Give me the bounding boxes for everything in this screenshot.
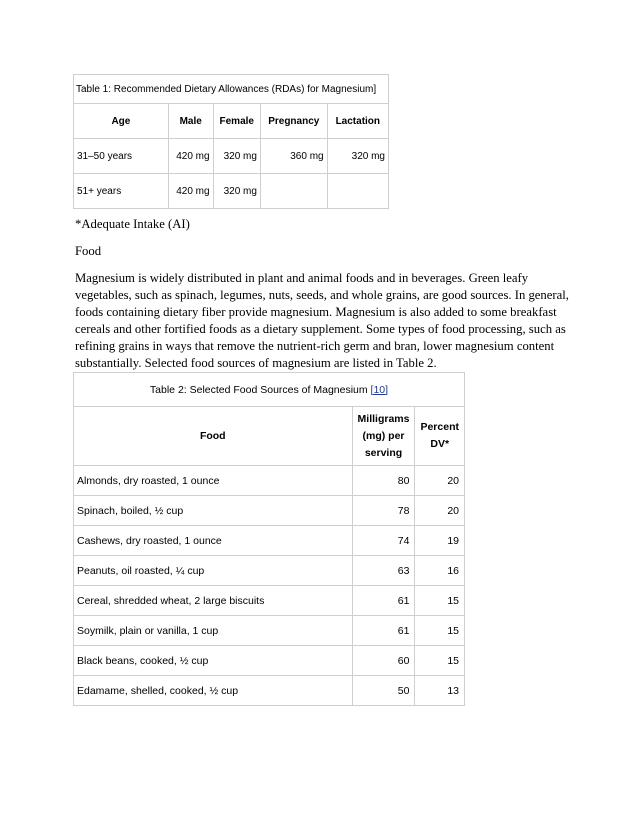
header-food: Food — [74, 407, 353, 466]
food-cell: Peanuts, oil roasted, ¼ cup — [74, 556, 353, 586]
percent-dv-cell: 20 — [415, 496, 465, 526]
percent-dv-cell: 15 — [415, 616, 465, 646]
percent-dv-cell: 13 — [415, 676, 465, 706]
table-row — [74, 586, 465, 616]
food-cell: Black beans, cooked, ½ cup — [74, 646, 353, 676]
table-row — [74, 616, 465, 646]
food-sources-header-row — [74, 407, 465, 466]
reference-link[interactable]: [10] — [370, 383, 389, 396]
caption-text: Table 2: Selected Food Sources of Magnesium — [149, 383, 371, 396]
table-row — [74, 139, 389, 174]
header-percent-dv — [415, 407, 465, 466]
percent-dv-cell: 15 — [415, 646, 465, 676]
table-row — [74, 556, 465, 586]
food-cell: Almonds, dry roasted, 1 ounce — [74, 466, 353, 496]
rda-table — [73, 74, 389, 209]
header-male: Male — [168, 104, 213, 139]
lactation-cell: 320 mg — [327, 139, 388, 174]
adequate-intake-note: *Adequate Intake (AI) — [75, 217, 190, 231]
body-paragraph: Magnesium is widely distributed in plant and animal foods and in beverages. Green leafy vegetables, such as spinach, legumes, nuts, seeds, and whole grains, are good sources. In general, foods containing dietary fiber provide magnesium. Magnesium is also added to some breakfast cereals and other fortified foods as a dietary supplement. Some types of food processing, such as refining grains in ways that remove the nutrient-rich germ and bran, lower magnesium content substantially. Selected food sources of magnesium are listed in Table 2. — [75, 271, 569, 370]
header-pregnancy: Pregnancy — [260, 104, 327, 139]
header-female: Female — [213, 104, 260, 139]
male-cell: 420 mg — [168, 139, 213, 174]
table-row — [74, 466, 465, 496]
food-sources-table-caption — [74, 373, 465, 407]
table-row — [74, 526, 465, 556]
table-row — [74, 496, 465, 526]
milligrams-cell: 61 — [352, 616, 415, 646]
header-milligrams-line2: (mg) per — [362, 429, 405, 442]
food-cell: Cashews, dry roasted, 1 ounce — [74, 526, 353, 556]
milligrams-cell: 60 — [352, 646, 415, 676]
milligrams-cell: 61 — [352, 586, 415, 616]
food-cell: Soymilk, plain or vanilla, 1 cup — [74, 616, 353, 646]
header-percent-dv-line2: DV* — [430, 438, 450, 450]
lactation-cell — [327, 174, 388, 209]
rda-table-caption: Table 1: Recommended Dietary Allowances (RDAs) for Magnesium] — [74, 75, 389, 104]
section-heading-food: Food — [75, 244, 102, 258]
rda-table-header-row — [74, 104, 389, 139]
percent-dv-cell: 20 — [415, 466, 465, 496]
food-sources-table — [73, 372, 465, 706]
food-cell: Spinach, boiled, ½ cup — [74, 496, 353, 526]
table-row — [74, 174, 389, 209]
percent-dv-cell: 16 — [415, 556, 465, 586]
percent-dv-cell: 19 — [415, 526, 465, 556]
header-milligrams — [352, 407, 415, 466]
milligrams-cell: 50 — [352, 676, 415, 706]
milligrams-cell: 63 — [352, 556, 415, 586]
age-cell: 51+ years — [74, 174, 169, 209]
male-cell: 420 mg — [168, 174, 213, 209]
female-cell: 320 mg — [213, 174, 260, 209]
food-cell: Edamame, shelled, cooked, ½ cup — [74, 676, 353, 706]
header-age: Age — [74, 104, 169, 139]
pregnancy-cell — [260, 174, 327, 209]
table-row — [74, 676, 465, 706]
pregnancy-cell: 360 mg — [260, 139, 327, 174]
milligrams-cell: 78 — [352, 496, 415, 526]
milligrams-cell: 74 — [352, 526, 415, 556]
header-milligrams-line1: Milligrams — [357, 412, 410, 425]
table-row — [74, 646, 465, 676]
milligrams-cell: 80 — [352, 466, 415, 496]
header-milligrams-line3: serving — [364, 446, 403, 459]
age-cell: 31–50 years — [74, 139, 169, 174]
food-cell: Cereal, shredded wheat, 2 large biscuits — [74, 586, 353, 616]
header-lactation: Lactation — [327, 104, 388, 139]
header-percent-dv-line1: Percent — [420, 421, 459, 433]
female-cell: 320 mg — [213, 139, 260, 174]
percent-dv-cell: 15 — [415, 586, 465, 616]
